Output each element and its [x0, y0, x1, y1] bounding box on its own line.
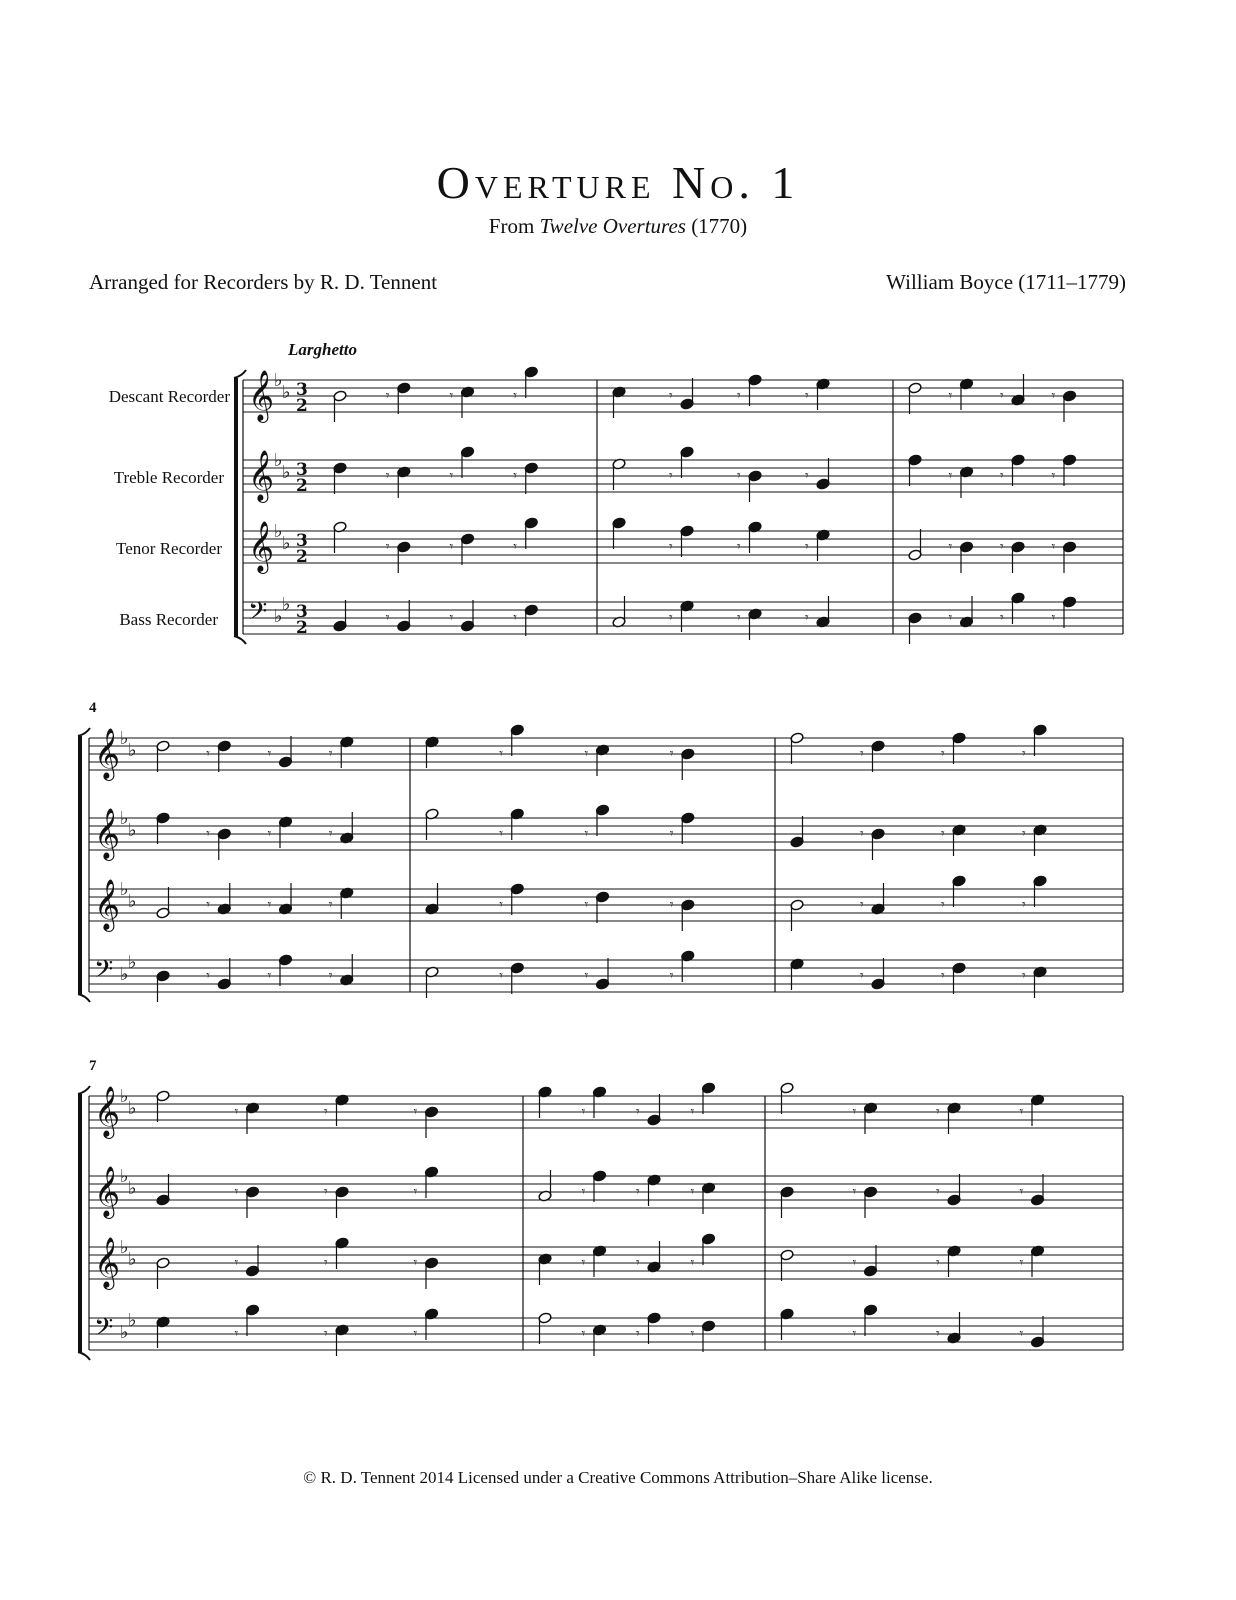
rest-icon: 𝄾: [1019, 1255, 1024, 1271]
rest-icon: 𝄾: [581, 1184, 586, 1200]
rest-icon: 𝄾: [737, 388, 741, 404]
subtitle-work: Twelve Overtures: [539, 214, 686, 238]
rest-icon: 𝄾: [941, 897, 945, 913]
rest-icon: 𝄾: [805, 388, 809, 404]
rest-icon: 𝄾: [948, 539, 953, 555]
rest-icon: 𝄾: [1022, 968, 1026, 984]
flat-icon: ♭: [128, 740, 137, 761]
rest-icon: 𝄾: [669, 468, 673, 484]
time-signature-bottom: 2: [296, 547, 308, 567]
treble-clef-icon: 𝄞: [94, 1237, 121, 1288]
rest-icon: 𝄾: [737, 468, 741, 484]
rest-icon: 𝄾: [852, 1184, 857, 1200]
rest-icon: 𝄾: [499, 968, 503, 984]
rest-icon: 𝄾: [206, 968, 210, 984]
treble-clef-icon: 𝄞: [94, 879, 121, 930]
bracket-bottom-hook: [78, 1352, 90, 1360]
rest-icon: 𝄾: [636, 1255, 640, 1271]
rest-icon: 𝄾: [328, 968, 333, 984]
flat-icon: ♭: [274, 521, 283, 542]
rest-icon: 𝄾: [267, 968, 272, 984]
rest-icon: 𝄾: [584, 968, 589, 984]
rest-icon: 𝄾: [581, 1104, 586, 1120]
rest-icon: 𝄾: [941, 746, 945, 762]
rest-icon: 𝄾: [324, 1184, 328, 1200]
rest-icon: 𝄾: [860, 746, 864, 762]
rest-icon: 𝄾: [948, 468, 953, 484]
rest-icon: 𝄾: [948, 388, 953, 404]
flat-icon: ♭: [282, 533, 291, 554]
bracket-bottom-hook: [78, 994, 90, 1002]
flat-icon: ♭: [128, 1249, 137, 1270]
rest-icon: 𝄾: [1000, 468, 1004, 484]
time-signature-bottom: 2: [296, 618, 308, 638]
rest-icon: 𝄾: [805, 539, 809, 555]
measure-number-system-2: 4: [89, 700, 97, 716]
rest-icon: 𝄾: [860, 968, 864, 984]
rest-icon: 𝄾: [1019, 1326, 1024, 1342]
bracket-top-hook: [234, 370, 246, 378]
flat-icon: ♭: [274, 450, 283, 471]
bass-clef-icon: 𝄢: [94, 955, 114, 990]
bass-clef-icon: 𝄢: [94, 1313, 114, 1348]
rest-icon: 𝄾: [1051, 610, 1056, 626]
rest-icon: 𝄾: [669, 826, 674, 842]
rest-icon: 𝄾: [385, 539, 390, 555]
rest-icon: 𝄾: [234, 1326, 239, 1342]
flat-icon: ♭: [120, 728, 129, 749]
rest-icon: 𝄾: [852, 1255, 857, 1271]
flat-icon: ♭: [282, 462, 291, 483]
flat-icon: ♭: [120, 1086, 129, 1107]
tempo-marking: Larghetto: [288, 340, 357, 359]
arranger-credit: Arranged for Recorders by R. D. Tennent: [89, 270, 438, 294]
flat-icon: ♭: [120, 1237, 129, 1258]
rest-icon: 𝄾: [805, 610, 809, 626]
subtitle-prefix: From: [488, 214, 540, 238]
rest-icon: 𝄾: [669, 610, 673, 626]
rest-icon: 𝄾: [581, 1326, 586, 1342]
rest-icon: 𝄾: [737, 539, 741, 555]
rest-icon: 𝄾: [513, 610, 517, 626]
rest-icon: 𝄾: [669, 968, 674, 984]
bracket-top-hook: [78, 728, 90, 736]
rest-icon: 𝄾: [499, 746, 503, 762]
bracket-bottom-hook: [234, 636, 246, 644]
rest-icon: 𝄾: [636, 1104, 640, 1120]
rest-icon: 𝄾: [936, 1104, 940, 1120]
flat-icon: ♭: [128, 891, 137, 912]
time-signature-bottom: 2: [296, 396, 308, 416]
rest-icon: 𝄾: [690, 1184, 695, 1200]
treble-clef-icon: 𝄞: [94, 1166, 121, 1217]
rest-icon: 𝄾: [385, 388, 390, 404]
rest-icon: 𝄾: [936, 1184, 940, 1200]
rest-icon: 𝄾: [636, 1184, 640, 1200]
treble-clef-icon: 𝄞: [94, 808, 121, 859]
instrument-label-descant: Descant Recorder: [108, 387, 230, 406]
rest-icon: 𝄾: [690, 1104, 695, 1120]
rest-icon: 𝄾: [948, 610, 953, 626]
rest-icon: 𝄾: [267, 897, 272, 913]
rest-icon: 𝄾: [413, 1255, 418, 1271]
flat-icon: ♭: [120, 879, 129, 900]
rest-icon: 𝄾: [584, 746, 589, 762]
rest-icon: 𝄾: [1051, 468, 1056, 484]
bass-clef-icon: 𝄢: [248, 597, 268, 632]
flat-icon: ♭: [120, 1166, 129, 1187]
rest-icon: 𝄾: [690, 1326, 695, 1342]
rest-icon: 𝄾: [852, 1326, 857, 1342]
rest-icon: 𝄾: [584, 826, 589, 842]
composer-credit: William Boyce (1711–1779): [886, 270, 1126, 294]
bracket-top-hook: [78, 1086, 90, 1094]
rest-icon: 𝄾: [1051, 539, 1056, 555]
flat-icon: ♭: [128, 1098, 137, 1119]
rest-icon: 𝄾: [267, 746, 272, 762]
rest-icon: 𝄾: [860, 897, 864, 913]
rest-icon: 𝄾: [513, 388, 517, 404]
rest-icon: 𝄾: [206, 897, 210, 913]
rest-icon: 𝄾: [324, 1255, 328, 1271]
rest-icon: 𝄾: [267, 826, 272, 842]
time-signature-top: 3: [296, 460, 308, 480]
rest-icon: 𝄾: [1000, 388, 1004, 404]
rest-icon: 𝄾: [1022, 897, 1026, 913]
instrument-label-tenor: Tenor Recorder: [116, 539, 222, 558]
flat-icon: ♭: [282, 382, 291, 403]
rest-icon: 𝄾: [513, 539, 517, 555]
rest-icon: 𝄾: [449, 539, 454, 555]
page-title: Overture No. 1: [436, 157, 800, 208]
subtitle-year: (1770): [685, 214, 748, 238]
rest-icon: 𝄾: [206, 826, 210, 842]
rest-icon: 𝄾: [805, 468, 809, 484]
time-signature-bottom: 2: [296, 476, 308, 496]
instrument-label-treble: Treble Recorder: [113, 468, 224, 487]
rest-icon: 𝄾: [413, 1184, 418, 1200]
rest-icon: 𝄾: [1051, 388, 1056, 404]
rest-icon: 𝄾: [1019, 1184, 1024, 1200]
flat-icon: ♭: [120, 808, 129, 829]
flat-icon: ♭: [282, 594, 291, 615]
rest-icon: 𝄾: [1000, 539, 1004, 555]
treble-clef-icon: 𝄞: [248, 370, 275, 421]
rest-icon: 𝄾: [413, 1326, 418, 1342]
instrument-label-bass: Bass Recorder: [119, 610, 218, 629]
rest-icon: 𝄾: [860, 826, 864, 842]
rest-icon: 𝄾: [581, 1255, 586, 1271]
rest-icon: 𝄾: [669, 388, 673, 404]
rest-icon: 𝄾: [385, 468, 390, 484]
rest-icon: 𝄾: [1022, 746, 1026, 762]
flat-icon: ♭: [274, 370, 283, 391]
rest-icon: 𝄾: [324, 1104, 328, 1120]
flat-icon: ♭: [274, 606, 283, 627]
rest-icon: 𝄾: [499, 826, 503, 842]
rest-icon: 𝄾: [1019, 1104, 1024, 1120]
rest-icon: 𝄾: [513, 468, 517, 484]
rest-icon: 𝄾: [1022, 826, 1026, 842]
treble-clef-icon: 𝄞: [94, 1086, 121, 1137]
rest-icon: 𝄾: [206, 746, 210, 762]
rest-icon: 𝄾: [234, 1104, 239, 1120]
measure-number-system-3: 7: [89, 1058, 97, 1074]
flat-icon: ♭: [128, 820, 137, 841]
rest-icon: 𝄾: [234, 1255, 239, 1271]
rest-icon: 𝄾: [852, 1104, 857, 1120]
rest-icon: 𝄾: [449, 610, 454, 626]
flat-icon: ♭: [128, 1310, 137, 1331]
flat-icon: ♭: [128, 952, 137, 973]
rest-icon: 𝄾: [499, 897, 503, 913]
time-signature-top: 3: [296, 602, 308, 622]
time-signature-top: 3: [296, 380, 308, 400]
treble-clef-icon: 𝄞: [94, 728, 121, 779]
rest-icon: 𝄾: [636, 1326, 640, 1342]
rest-icon: 𝄾: [941, 826, 945, 842]
rest-icon: 𝄾: [669, 897, 674, 913]
treble-clef-icon: 𝄞: [248, 521, 275, 572]
rest-icon: 𝄾: [669, 746, 674, 762]
rest-icon: 𝄾: [941, 968, 945, 984]
time-signature-top: 3: [296, 531, 308, 551]
rest-icon: 𝄾: [328, 897, 333, 913]
rest-icon: 𝄾: [449, 468, 454, 484]
rest-icon: 𝄾: [669, 539, 673, 555]
copyright-footer: © R. D. Tennent 2014 Licensed under a Creative Commons Attribution–Share Alike license.: [303, 1468, 933, 1487]
rest-icon: 𝄾: [737, 610, 741, 626]
rest-icon: 𝄾: [936, 1326, 940, 1342]
rest-icon: 𝄾: [690, 1255, 695, 1271]
treble-clef-icon: 𝄞: [248, 450, 275, 501]
rest-icon: 𝄾: [413, 1104, 418, 1120]
rest-icon: 𝄾: [324, 1326, 328, 1342]
rest-icon: 𝄾: [584, 897, 589, 913]
flat-icon: ♭: [120, 1322, 129, 1343]
flat-icon: ♭: [120, 964, 129, 985]
flat-icon: ♭: [128, 1178, 137, 1199]
rest-icon: 𝄾: [234, 1184, 239, 1200]
rest-icon: 𝄾: [328, 746, 333, 762]
rest-icon: 𝄾: [936, 1255, 940, 1271]
rest-icon: 𝄾: [1000, 610, 1004, 626]
rest-icon: 𝄾: [328, 826, 333, 842]
rest-icon: 𝄾: [385, 610, 390, 626]
rest-icon: 𝄾: [449, 388, 454, 404]
